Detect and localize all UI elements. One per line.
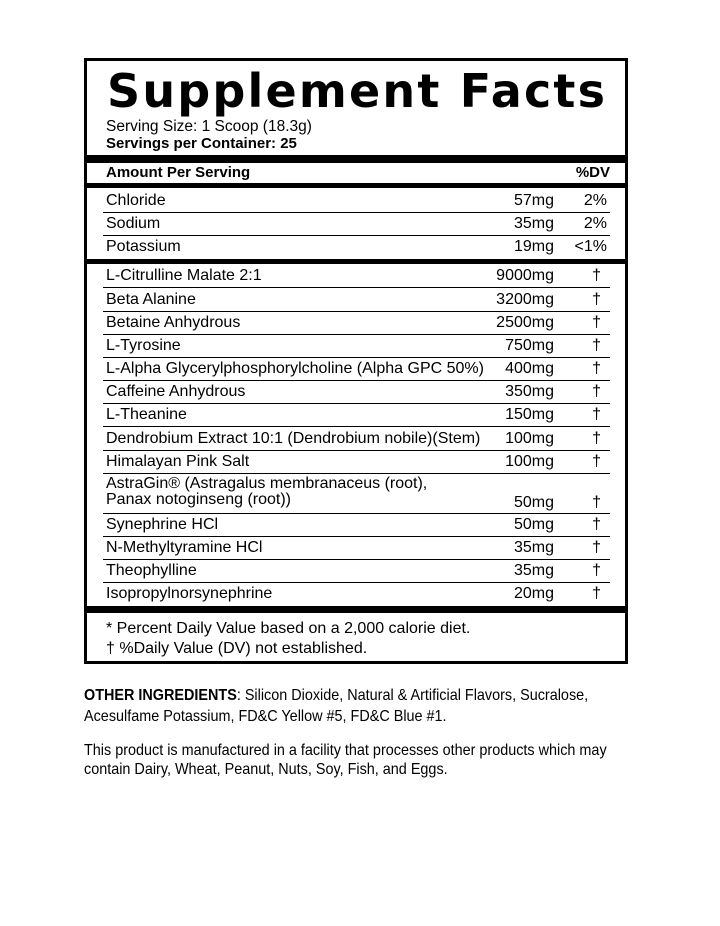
ingredient-name: Dendrobium Extract 10:1 (Dendrobium nobile)(Stem) xyxy=(106,430,481,447)
ingredient-dv: † xyxy=(592,539,601,556)
facility-notice: This product is manufactured in a facility that processes other products which may contain Dairy, Wheat, Peanut, Nuts, Soy, Fish, and Eggs. xyxy=(84,742,607,778)
ingredient-name: Isopropylnorsynephrine xyxy=(106,585,273,602)
dv-header: %DV xyxy=(575,164,610,181)
supplement-facts-panel xyxy=(84,58,628,664)
nutrient-name: Chloride xyxy=(106,192,166,209)
ingredient-row xyxy=(103,264,610,288)
footnote-dagger: † %Daily Value (DV) not established. xyxy=(106,640,368,657)
ingredient-amount: 100mg xyxy=(505,430,554,447)
ingredient-name: Himalayan Pink Salt xyxy=(106,453,250,470)
nutrient-row xyxy=(103,235,610,258)
ingredient-amount: 750mg xyxy=(505,337,554,354)
ingredient-name-line2: Panax notoginseng (root)) xyxy=(106,491,291,508)
ingredient-row xyxy=(103,380,610,404)
ingredient-name: L-Alpha Glycerylphosphorylcholine (Alpha GPC 50%) xyxy=(106,360,484,377)
ingredient-amount: 150mg xyxy=(505,406,554,423)
ingredient-row xyxy=(103,536,610,560)
ingredient-row xyxy=(103,403,610,427)
medium-divider xyxy=(87,183,625,188)
nutrient-amount: 35mg xyxy=(513,215,554,232)
ingredient-dv: † xyxy=(592,360,601,377)
nutrient-dv: 2% xyxy=(583,192,607,209)
ingredient-dv: † xyxy=(592,430,601,447)
ingredient-row xyxy=(103,427,610,451)
ingredient-name: L-Tyrosine xyxy=(106,337,181,354)
ingredient-row xyxy=(103,357,610,381)
ingredient-amount: 3200mg xyxy=(496,291,554,308)
ingredient-amount: 50mg xyxy=(513,494,554,511)
other-ingredients-text: : Silicon Dioxide, Natural & Artificial Flavors, Sucralose, Acesulfame Potassium, FD&C Yellow #5, FD&C Blue #1. xyxy=(84,687,589,725)
ingredient-row xyxy=(103,288,610,312)
ingredient-dv: † xyxy=(592,406,601,423)
ingredient-dv: † xyxy=(592,453,601,470)
nutrient-amount: 19mg xyxy=(513,238,554,255)
ingredient-amount: 35mg xyxy=(513,562,554,579)
ingredient-dv: † xyxy=(592,314,601,331)
ingredient-amount: 100mg xyxy=(505,453,554,470)
ingredient-dv: † xyxy=(592,337,601,354)
ingredient-amount: 2500mg xyxy=(496,314,554,331)
ingredient-name: N-Methyltyramine HCl xyxy=(106,539,263,556)
ingredient-amount: 50mg xyxy=(513,516,554,533)
ingredient-name: Beta Alanine xyxy=(106,291,196,308)
other-ingredients xyxy=(84,685,624,727)
serving-size: Serving Size: 1 Scoop (18.3g) xyxy=(106,118,312,135)
ingredient-row xyxy=(103,334,610,358)
nutrient-row xyxy=(103,189,610,213)
footnotes xyxy=(106,619,470,659)
ingredient-name-line1: AstraGin® (Astragalus membranaceus (root), xyxy=(106,475,428,492)
ingredient-name xyxy=(106,476,427,508)
ingredient-dv: † xyxy=(592,516,601,533)
nutrient-dv: 2% xyxy=(583,215,607,232)
thick-divider xyxy=(87,606,625,613)
ingredient-name: Synephrine HCl xyxy=(106,516,219,533)
nutrient-dv: <1% xyxy=(574,238,607,255)
other-ingredients-label: OTHER INGREDIENTS xyxy=(84,687,237,704)
nutrient-name: Potassium xyxy=(106,238,181,255)
nutrient-name: Sodium xyxy=(106,215,161,232)
ingredient-amount: 20mg xyxy=(513,585,554,602)
ingredient-name: Caffeine Anhydrous xyxy=(106,383,246,400)
ingredient-row xyxy=(103,582,610,605)
ingredient-name: L-Theanine xyxy=(106,406,187,423)
ingredient-name: Betaine Anhydrous xyxy=(106,314,241,331)
ingredient-dv: † xyxy=(592,494,601,511)
ingredient-name: Theophylline xyxy=(106,562,197,579)
ingredient-amount: 35mg xyxy=(513,539,554,556)
nutrient-row xyxy=(103,212,610,236)
ingredient-row xyxy=(103,311,610,335)
amount-per-serving-header: Amount Per Serving xyxy=(106,164,251,181)
ingredient-dv: † xyxy=(592,585,601,602)
ingredient-amount: 9000mg xyxy=(496,267,554,284)
ingredient-dv: † xyxy=(592,562,601,579)
nutrient-amount: 57mg xyxy=(513,192,554,209)
ingredient-row xyxy=(103,559,610,583)
ingredient-row xyxy=(103,473,610,514)
footnote-percent-dv: * Percent Daily Value based on a 2,000 calorie diet. xyxy=(106,620,471,637)
ingredient-dv: † xyxy=(592,383,601,400)
ingredient-dv: † xyxy=(592,291,601,308)
ingredient-row xyxy=(103,513,610,537)
ingredient-dv: † xyxy=(592,267,601,284)
servings-per-container: Servings per Container: 25 xyxy=(106,135,297,152)
ingredient-amount: 400mg xyxy=(505,360,554,377)
ingredient-amount: 350mg xyxy=(505,383,554,400)
thick-divider xyxy=(87,155,625,163)
panel-title: Supplement Facts xyxy=(107,64,608,118)
ingredient-row xyxy=(103,450,610,474)
column-header xyxy=(106,163,610,183)
ingredient-name: L-Citrulline Malate 2:1 xyxy=(106,267,262,284)
